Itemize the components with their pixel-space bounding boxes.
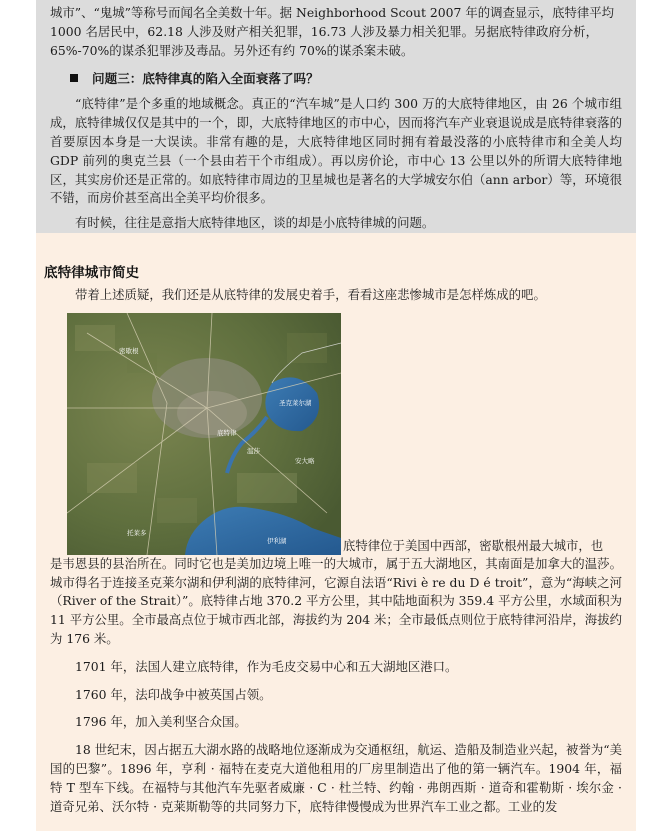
map-side-caption: 底特律位于美国中西部，密歇根州最大城市，也 bbox=[343, 538, 604, 553]
svg-text:托莱多: 托莱多 bbox=[127, 528, 147, 537]
satellite-map-image bbox=[67, 313, 341, 555]
timeline-1760: 1760 年，法印战争中被英国占领。 bbox=[75, 686, 272, 702]
svg-text:温莎: 温莎 bbox=[247, 446, 260, 455]
crime-stats-line-1: 城市”、“鬼城”等称号而闻名全美数十年。据 Neighborhood Scout 2007 年的调查显示，底特律平均 bbox=[50, 5, 615, 20]
history-intro: 带着上述质疑，我们还是从底特律的发展史着手，看看这座悲惨城市是怎样炼成的吧。 bbox=[75, 287, 546, 302]
svg-text:底特律: 底特律 bbox=[217, 428, 237, 437]
svg-text:密歇根: 密歇根 bbox=[119, 346, 139, 355]
timeline-1796: 1796 年，加入美利坚合众国。 bbox=[75, 714, 247, 730]
svg-text:安大略: 安大略 bbox=[295, 456, 315, 465]
svg-text:伊利湖: 伊利湖 bbox=[267, 536, 287, 545]
question-three-text: 问题三：底特律真的陷入全面衰落了吗？ bbox=[92, 71, 319, 87]
history-section-title: 底特律城市简史 bbox=[44, 265, 140, 281]
svg-text:圣克莱尔湖: 圣克莱尔湖 bbox=[279, 398, 312, 407]
greater-detroit-paragraph: “底特律”是个多重的地域概念。真正的“汽车城”是人口约 300 万的大底特律地区，由 26 个城市组成，底特律城仅仅是其中的一个，即，大底特律地区的市中心，因而将汽车产业衰退说成是底特律衰落的首要原因本身是一大误读。非常有趣的是，大底特律地区同时拥有着最没落的小底特律市和全美人均 GDP 前列的奥克兰县（一个县由若干个市组成）。再以房价论，市中心 13 公里以外的所谓大底特律地区，其实房价还是正常的。如底特律市周边的卫星城也是著名的大学城安尔伯（ann arbor）等，环境很不错，而房价甚至高出全美平均价很多。 bbox=[50, 96, 622, 206]
timeline-1701: 1701 年，法国人建立底特律，作为毛皮交易中心和五大湖地区港口。 bbox=[75, 658, 458, 674]
history-section bbox=[36, 233, 636, 831]
closing-remark-paragraph: 有时候，往往是意指大底特律地区，谈的却是小底特律城的问题。 bbox=[75, 215, 435, 231]
question-three-heading bbox=[70, 68, 622, 87]
crime-stats-line-2: 1000 名居民中，62.18 人涉及财产相关犯罪，16.73 人涉及暴力相关犯罪。另据底特律政府分析， bbox=[50, 23, 598, 39]
geography-paragraph: 是韦恩县的县治所在。同时它也是美加边境上唯一的大城市，属于五大湖地区，其南面是加拿大的温莎。城市得名于连接圣克莱尔湖和伊利湖的底特律河，它源自法语“Rivi è re du D é troit”，意为“海峡之河（River of the Strait）”。底特律占地 370.2 平方公里，其中陆地面积为 359.4 平方公里，水域面积为 11 平方公里。全市最高点位于城市西北部，海拔约为 204 米；全市最低点则位于底特律河沿岸，海拔约为 176 米。 bbox=[50, 555, 622, 646]
question-section bbox=[36, 0, 636, 233]
crime-stats-line-3: 65%-70%的谋杀犯罪涉及毒品。另外还有约 70%的谋杀案未破。 bbox=[50, 42, 414, 58]
square-bullet-icon bbox=[70, 74, 78, 82]
map-figure-row bbox=[50, 313, 622, 555]
automotive-history-paragraph: 18 世纪末，因占据五大湖水路的战略地位逐渐成为交通枢纽，航运、造船及制造业兴起，被誉为“美国的巴黎”。1896 年，亨利 · 福特在麦克大道他租用的厂房里制造出了他的第一辆汽车。1904 年，福特 T 型车下线。在福特与其他汽车先驱者威廉 · C · 杜兰特、约翰 · 弗朗西斯 · 道奇和霍勒斯 · 埃尔金 · 道奇兄弟、沃尔特 · 克莱斯勒等的共同努力下，底特律慢慢成为世界汽车工业之都。工业的发 bbox=[50, 742, 622, 814]
